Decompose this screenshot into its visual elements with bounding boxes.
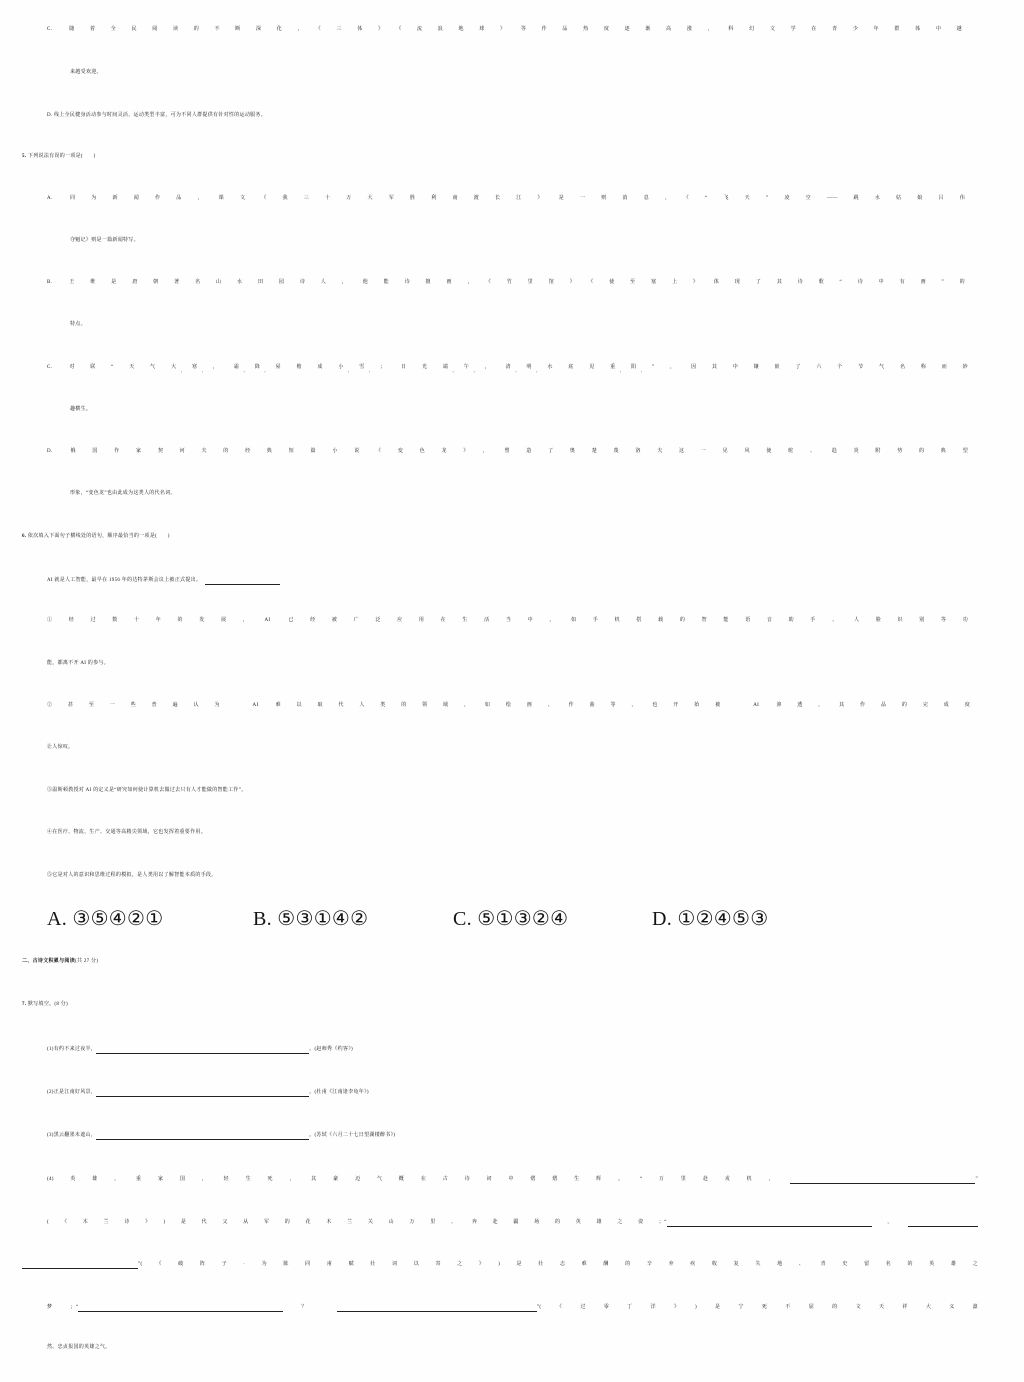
text-segment: (4)英雄，重家国，轻生死，其豪迈气概在古诗词中熠熠生辉。“万里赴戎机， [47, 1177, 791, 1182]
q6-sentence-4: ④在医疗、物流、生产、交通等高精尖领域，它也发挥着重要作用。 [47, 830, 207, 835]
q7-item-4-line1 [47, 1163, 978, 1193]
q6-sentence-2-line1: ②甚至一些普遍认为 AI 难以取代人类的领域，如绘画、作曲等，也开始被 AI 渗透，其作品的完成度 [47, 703, 970, 708]
text-segment: ， [871, 1220, 908, 1225]
item-suffix: 。(苏轼《六月二十七日望湖楼醉书》) [309, 1133, 396, 1138]
text-segment: C. 对联“天气 [47, 365, 172, 370]
answer-blank [667, 1206, 872, 1227]
emphasized-term: 重阳 [610, 365, 652, 370]
answer-blank [22, 1248, 138, 1269]
q7-item-3 [47, 1119, 978, 1149]
text-segment: ”(《过零丁洋》)是宁死不屈的文天祥大义凛 [536, 1305, 978, 1310]
q6-number: 6. [22, 534, 27, 539]
text-segment: 水底见 [547, 365, 611, 370]
emphasized-term: 霜降 [233, 365, 276, 370]
q7-item-4-line2 [47, 1206, 978, 1236]
text-segment: ”，因其中镶嵌了六个节气名称而妙 [651, 365, 968, 370]
section-score: (共 27 分) [75, 959, 99, 964]
q7-item-4-line5: 然、忠贞报国的英雄之气。 [47, 1345, 111, 1350]
q6-sentence-1-line1: ①经过数十年的发展，AI 已经被广泛应用在生活当中，如手机搭载的智能语音助手、人脸识别等功 [47, 618, 968, 623]
answer-blank [78, 1291, 283, 1312]
q5-option-d-line1: D. 俄国作家契诃夫的经典短篇小说《变色龙》，塑造了奥楚蔑洛夫这一见风使舵、趋炎附势的典型 [47, 449, 968, 454]
emphasized-term: 小雪 [338, 365, 381, 370]
q5-option-c-line2: 趣横生。 [70, 407, 92, 412]
q5-option-c-line1 [47, 353, 968, 383]
q5-option-d-line2: 形象，“变色龙”也由此成为这类人的代名词。 [70, 491, 176, 496]
q5-stem [22, 142, 978, 172]
q6-sentence-3: ③温斯顿教授对 AI 的定义是“研究如何使计算机去做过去只有人才能做的智能工作”。 [47, 788, 247, 793]
answer-blank [908, 1206, 978, 1227]
q6-choice-c: C. ⑤①③②④ [453, 908, 569, 930]
q6-sentence-2-line2: 让人惊叹。 [47, 745, 74, 750]
q7-stem-text: 默写填空。(8 分) [27, 1002, 69, 1007]
q5-stem-text: 下列说法有误的一项是( ) [27, 154, 96, 159]
q7-stem [22, 990, 978, 1020]
q4-option-d: D. 线上全民健身活动参与时间灵活，运动类型丰富，可为不同人群提供有针对性的运动服务。 [47, 113, 267, 118]
q5-option-b-line1: B. 王维是唐朝著名山水田园诗人，他能诗擅画，《竹里馆》《使至塞上》体现了其诗歌“诗中有画”的 [47, 280, 965, 285]
emphasized-term: 大寒 [171, 365, 213, 370]
answer-blank [790, 1163, 975, 1184]
text-segment: 屋檐成 [275, 365, 339, 370]
q7-item-1 [47, 1033, 978, 1063]
item-prefix: (1)有约不来过夜半， [47, 1047, 97, 1052]
q4-option-c-line2: 来越受欢迎。 [70, 70, 102, 75]
q6-choice-a: A. ③⑤④②① [47, 908, 164, 930]
q5-number: 5. [22, 154, 27, 159]
q7-item-4-line4 [47, 1291, 978, 1321]
q6-sentence-5: ⑤它是对人的意识和思维过程的模拟，是人类用以了解智能本质的手段。 [47, 873, 217, 878]
text-segment: (《木兰诗》)是代父从军的花木兰关山万里、奔赴疆场的英雄之姿；“ [47, 1220, 667, 1225]
q5-option-a-line1: A. 同为新闻作品，课文《我三十万大军胜利南渡长江》是一则消息，《“飞天”凌空——跳水姑娘吕伟 [47, 196, 965, 201]
text-segment: ？ [283, 1305, 325, 1310]
q6-choice-d: D. ①②④⑤③ [652, 908, 769, 930]
emphasized-term: 端午 [442, 365, 485, 370]
item-suffix: 。(杜甫《江南逢李龟年》) [309, 1090, 369, 1095]
answer-blank [96, 1119, 309, 1140]
q6-passage-text: AI 就是人工智能，最早在 1956 年的达特茅斯会议上被正式提出。 [47, 578, 202, 583]
item-suffix: 。(赵师秀《约客》) [309, 1047, 353, 1052]
q7-item-2 [47, 1076, 978, 1106]
text-segment: ” [975, 1177, 978, 1182]
text-segment: ；日光 [380, 365, 443, 370]
answer-blank [205, 564, 280, 585]
q7-item-4-line3 [22, 1248, 978, 1278]
section-title: 二、古诗文积累与阅读 [22, 959, 76, 964]
answer-blank [96, 1033, 309, 1054]
answer-blank [96, 1076, 309, 1097]
q5-option-b-line2: 特点。 [70, 322, 86, 327]
text-segment: ”(《破阵子·为陈同甫赋壮词以寄之》)是壮志难酬的辛弃疾收复失地、青史留名的英雄之 [138, 1262, 978, 1267]
emphasized-term: 清明 [505, 365, 548, 370]
q6-passage [47, 564, 978, 594]
text-segment: ， [212, 365, 234, 370]
q5-option-a-line2: 夺魁记》则是一篇新闻特写。 [70, 238, 139, 243]
q7-number: 7. [22, 1002, 27, 1007]
text-segment: ， [484, 365, 506, 370]
text-segment: 梦；“ [47, 1305, 79, 1310]
item-prefix: (3)黑云翻墨未遮山， [47, 1133, 97, 1138]
q4-option-c-line1: C. 随着全民阅读的不断深化，《三体》《流浪地球》等作品热度逐渐高涨，科幻文学在青少年群体中越 [47, 27, 962, 32]
q6-choice-b: B. ⑤③①④② [253, 908, 369, 930]
section-heading [22, 947, 978, 977]
answer-blank [337, 1291, 537, 1312]
q6-stem-text: 依次填入下面句子横线处的语句，顺序最恰当的一项是( ) [27, 534, 170, 539]
q6-stem [22, 522, 978, 552]
q6-sentence-1-line2: 能，都离不开 AI 的参与。 [47, 661, 109, 666]
item-prefix: (2)正是江南好风景， [47, 1090, 97, 1095]
